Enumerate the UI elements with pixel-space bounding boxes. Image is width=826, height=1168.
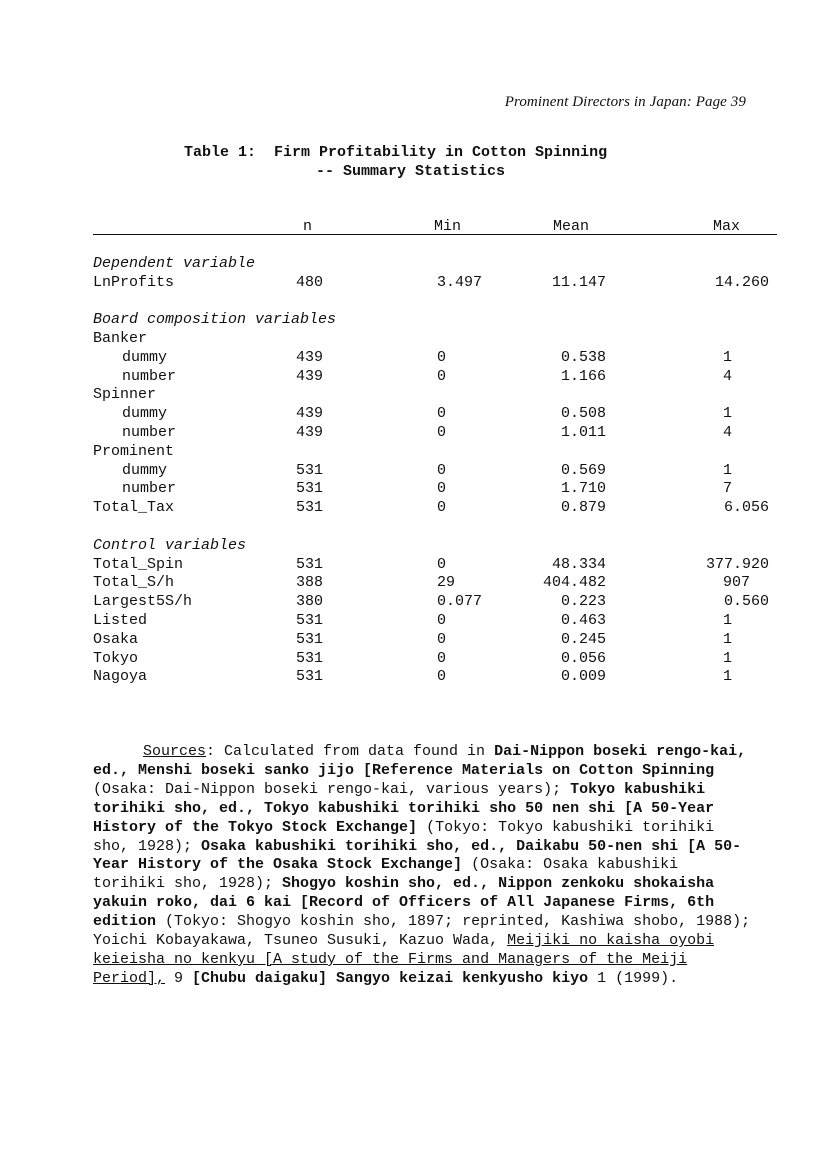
cell-max: 1 [723, 611, 733, 629]
table-row [93, 574, 777, 593]
cell-mean: 0.245 [560, 630, 606, 648]
row-label: Total_Tax [93, 499, 175, 517]
cell-n: 480 [296, 273, 324, 291]
cell-n: 388 [296, 574, 324, 592]
section-title-row [93, 311, 777, 330]
cell-mean: 11.147 [551, 273, 606, 291]
sources-segment: (Osaka: Dai-Nippon boseki rengo-kai, various years); [93, 780, 571, 798]
sources-segment: Tokyo kabushiki torihiki sho, ed., Tokyo kabushiki torihiki sho 50 nen shi [A 50-Year History of the Tokyo Stock Exchange] [93, 780, 715, 836]
table-row [93, 462, 777, 481]
cell-mean: 0.463 [560, 611, 606, 629]
column-header-max: Max [713, 218, 741, 235]
table-row [93, 593, 777, 612]
cell-mean: 0.538 [560, 348, 606, 366]
cell-n: 439 [296, 348, 324, 366]
cell-max: 0.560 [723, 593, 769, 611]
cell-min: 29 [437, 574, 456, 592]
cell-n: 531 [296, 461, 324, 479]
table-title-line1: Table 1: Firm Profitability in Cotton Spinning [184, 144, 608, 161]
section-title: Control variables [93, 536, 247, 554]
cell-mean: 0.056 [560, 649, 606, 667]
cell-mean: 1.710 [560, 480, 606, 498]
cell-min: 0 [437, 630, 447, 648]
table-row [93, 424, 777, 443]
table-row [93, 368, 777, 387]
row-label: Nagoya [93, 668, 148, 686]
cell-mean: 0.223 [560, 593, 606, 611]
cell-mean: 1.011 [560, 423, 606, 441]
cell-n: 439 [296, 405, 324, 423]
row-label: Spinner [93, 386, 157, 404]
table-row [93, 386, 777, 405]
cell-min: 0 [437, 611, 447, 629]
cell-mean: 1.166 [560, 367, 606, 385]
cell-max: 1 [723, 649, 733, 667]
sources-segment: [Chubu daigaku] Sangyo keizai kenkyusho kiyo [192, 969, 589, 987]
sources-segment: Shogyo koshin sho, ed., Nippon zenkoku shokaisha yakuin roko, dai 6 kai [Record of Officers of All Japanese Firms, 6th edition [93, 875, 715, 931]
cell-min: 0 [437, 461, 447, 479]
cell-mean: 0.508 [560, 405, 606, 423]
row-label: Osaka [93, 630, 139, 648]
cell-n: 531 [296, 668, 324, 686]
row-label: dummy [122, 348, 168, 366]
summary-statistics-table [93, 218, 777, 687]
cell-n: 439 [296, 423, 324, 441]
row-label: Total_S/h [93, 574, 175, 592]
table-row [93, 443, 777, 462]
sources-note [93, 743, 753, 989]
cell-mean: 48.334 [551, 555, 606, 573]
cell-min: 0 [437, 348, 447, 366]
cell-max: 14.260 [714, 273, 769, 291]
sources-segment: Meijiki no kaisha oyobi keieisha no kenkyu [A study of the Firms and Managers of the Meiji Period], [93, 932, 715, 987]
cell-n: 531 [296, 480, 324, 498]
running-header: Prominent Directors in Japan: Page 39 [504, 94, 746, 110]
cell-n: 439 [296, 367, 324, 385]
sources-segment: Dai-Nippon boseki rengo-kai, ed., Menshi boseki sanko jijo [Reference Materials on Cotton Spinning [93, 743, 747, 779]
table-row [93, 330, 777, 349]
row-label: number [122, 367, 177, 385]
table-subtitle: -- Summary Statistics [316, 163, 506, 180]
column-header-n: n [303, 218, 313, 235]
sources-segment: 1 (1999). [588, 969, 679, 987]
table-row [93, 480, 777, 499]
sources-segment: Osaka kabushiki torihiki sho, ed., Daikabu 50-nen shi [A 50-Year History of the Osaka Stock Exchange] [93, 837, 742, 874]
cell-max: 1 [723, 348, 733, 366]
sources-paragraph [93, 743, 753, 989]
cell-min: 0 [437, 367, 447, 385]
cell-n: 531 [296, 630, 324, 648]
cell-n: 531 [296, 499, 324, 517]
cell-max: 4 [723, 423, 733, 441]
cell-min: 0 [437, 423, 447, 441]
row-label: number [122, 480, 177, 498]
row-label: Total_Spin [93, 555, 184, 573]
row-label: dummy [122, 405, 168, 423]
cell-min: 0 [437, 649, 447, 667]
table-row [93, 631, 777, 650]
table-body [93, 255, 777, 687]
table-row [93, 349, 777, 368]
cell-max: 907 [723, 574, 751, 592]
table-row [93, 668, 777, 687]
section-title: Dependent variable [93, 254, 256, 272]
table-row [93, 405, 777, 424]
table-row [93, 556, 777, 575]
cell-n: 531 [296, 649, 324, 667]
sources-segment: : Calculated from data found in [206, 743, 495, 760]
table-row [93, 650, 777, 669]
column-header-mean: Mean [553, 218, 590, 235]
section-title: Board composition variables [93, 311, 337, 329]
row-label: dummy [122, 461, 168, 479]
cell-min: 0 [437, 668, 447, 686]
sources-segment: (Tokyo: Tokyo kabushiki torihiki sho, 1928); [93, 818, 715, 855]
cell-min: 0 [437, 405, 447, 423]
table-row [93, 499, 777, 518]
cell-mean: 0.879 [560, 499, 606, 517]
row-label: Largest5S/h [93, 593, 193, 611]
row-label: Listed [93, 611, 148, 629]
cell-min: 0 [437, 555, 447, 573]
cell-max: 1 [723, 461, 733, 479]
cell-mean: 0.569 [560, 461, 606, 479]
row-label: Prominent [93, 442, 175, 460]
cell-max: 7 [723, 480, 733, 498]
cell-max: 1 [723, 630, 733, 648]
row-label: Tokyo [93, 649, 139, 667]
cell-n: 531 [296, 611, 324, 629]
row-label: Banker [93, 329, 148, 347]
cell-max: 6.056 [723, 499, 769, 517]
section-title-row [93, 255, 777, 274]
cell-max: 1 [723, 668, 733, 686]
cell-mean: 0.009 [560, 668, 606, 686]
cell-min: 0.077 [437, 593, 483, 611]
row-label: number [122, 423, 177, 441]
sources-segment: (Osaka: Osaka kabushiki torihiki sho, 1928); [93, 856, 679, 893]
column-header-min: Min [434, 218, 462, 235]
table-header-row [93, 218, 777, 236]
cell-max: 4 [723, 367, 733, 385]
sources-segment: 9 [165, 969, 193, 987]
cell-n: 531 [296, 555, 324, 573]
cell-min: 0 [437, 480, 447, 498]
row-label: LnProfits [93, 273, 175, 291]
cell-min: 3.497 [437, 273, 483, 291]
table-row [93, 612, 777, 631]
sources-segment: (Tokyo: Shogyo koshin sho, 1897; reprinted, Kashiwa shobo, 1988); Yoichi Kobayakawa, Tsuneo Susuki, Kazuo Wada, [93, 913, 751, 950]
cell-max: 1 [723, 405, 733, 423]
cell-mean: 404.482 [542, 574, 606, 592]
section-title-row [93, 537, 777, 556]
cell-n: 380 [296, 593, 324, 611]
table-row [93, 274, 777, 293]
cell-max: 377.920 [705, 555, 769, 573]
sources-segment: Sources [143, 743, 207, 760]
cell-min: 0 [437, 499, 447, 517]
